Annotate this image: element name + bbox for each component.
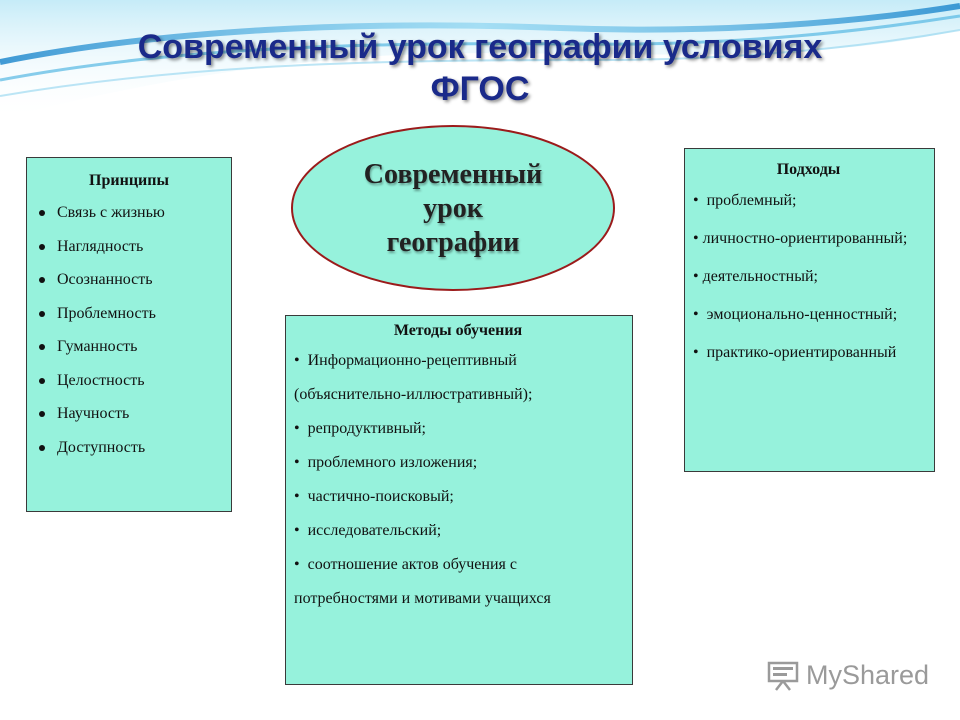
methods-item-label: Информационно-рецептивный (объяснительно-иллюстративный); (294, 352, 533, 403)
approaches-item-label: практико-ориентированный (706, 344, 897, 361)
approaches-heading: Подходы (776, 161, 841, 178)
methods-item-label: соотношение актов обучения с потребностями и мотивами учащихся (294, 556, 551, 607)
methods-item: • репродуктивный; (294, 420, 426, 437)
approaches-item: • эмоционально-ценностный; (693, 306, 898, 323)
presentation-board-icon (766, 658, 800, 692)
methods-list (294, 344, 622, 616)
principles-item-label: Научность (57, 405, 130, 422)
principles-item-label: Наглядность (57, 237, 144, 255)
title-line-1: Современный урок географии условиях (137, 28, 823, 66)
methods-item-label: частично-поисковый; (307, 488, 454, 505)
center-line-3: географии (386, 227, 520, 258)
principles-item (27, 364, 231, 398)
bullet-icon (39, 210, 45, 216)
methods-item-label: репродуктивный; (307, 420, 426, 437)
approaches-item: • практико-ориентированный (693, 344, 897, 361)
methods-item-label: исследовательский; (307, 522, 442, 539)
approaches-item-label: деятельностный; (702, 268, 818, 285)
principles-item (27, 196, 231, 230)
principles-item-label: Гуманность (57, 338, 138, 355)
principles-list (27, 196, 231, 464)
principles-item (27, 230, 231, 264)
methods-box (285, 315, 633, 685)
principles-item (27, 431, 231, 465)
center-line-2: урок (423, 193, 483, 224)
bullet-icon (39, 244, 45, 250)
center-line-1: Современный (363, 159, 543, 190)
methods-item-label: проблемного изложения; (307, 454, 478, 471)
principles-item-label: Целостность (57, 371, 145, 389)
methods-item: • частично-поисковый; (294, 488, 454, 505)
principles-item-label: Доступность (57, 438, 146, 456)
approaches-item: • личностно-ориентированный; (693, 230, 908, 247)
myshared-watermark (766, 656, 936, 694)
methods-item: • исследовательский; (294, 522, 442, 539)
center-ellipse (290, 124, 616, 292)
methods-item: • Информационно-рецептивный (объяснительно-иллюстративный); (294, 352, 533, 403)
approaches-item-label: проблемный; (706, 192, 797, 209)
principles-item (27, 263, 231, 297)
page-title (60, 26, 900, 110)
approaches-item-label: эмоционально-ценностный; (706, 306, 898, 323)
bullet-icon (39, 411, 45, 417)
bullet-icon (39, 277, 45, 283)
principles-item (27, 397, 231, 431)
principles-item-label: Осознанность (57, 271, 153, 288)
principles-item (27, 330, 231, 364)
bullet-icon (39, 378, 45, 384)
methods-heading: Методы обучения (393, 322, 523, 339)
approaches-box (684, 148, 935, 472)
principles-item (27, 297, 231, 331)
approaches-list (693, 189, 924, 365)
principles-item-label: Проблемность (57, 304, 156, 322)
approaches-item-label: личностно-ориентированный; (702, 230, 908, 247)
bullet-icon (39, 344, 45, 350)
bullet-icon (39, 445, 45, 451)
principles-heading: Принципы (89, 172, 169, 189)
principles-box (26, 157, 232, 512)
center-ellipse-label (290, 158, 616, 260)
approaches-item: • проблемный; (693, 192, 797, 209)
principles-item-label: Связь с жизнью (57, 204, 165, 221)
approaches-item: • деятельностный; (693, 268, 818, 285)
watermark-label: MyShared (806, 659, 930, 690)
methods-item: • соотношение актов обучения с потребностями и мотивами учащихся (294, 556, 551, 607)
title-line-2: ФГОС (430, 70, 530, 108)
methods-item: • проблемного изложения; (294, 454, 478, 471)
bullet-icon (39, 311, 45, 317)
